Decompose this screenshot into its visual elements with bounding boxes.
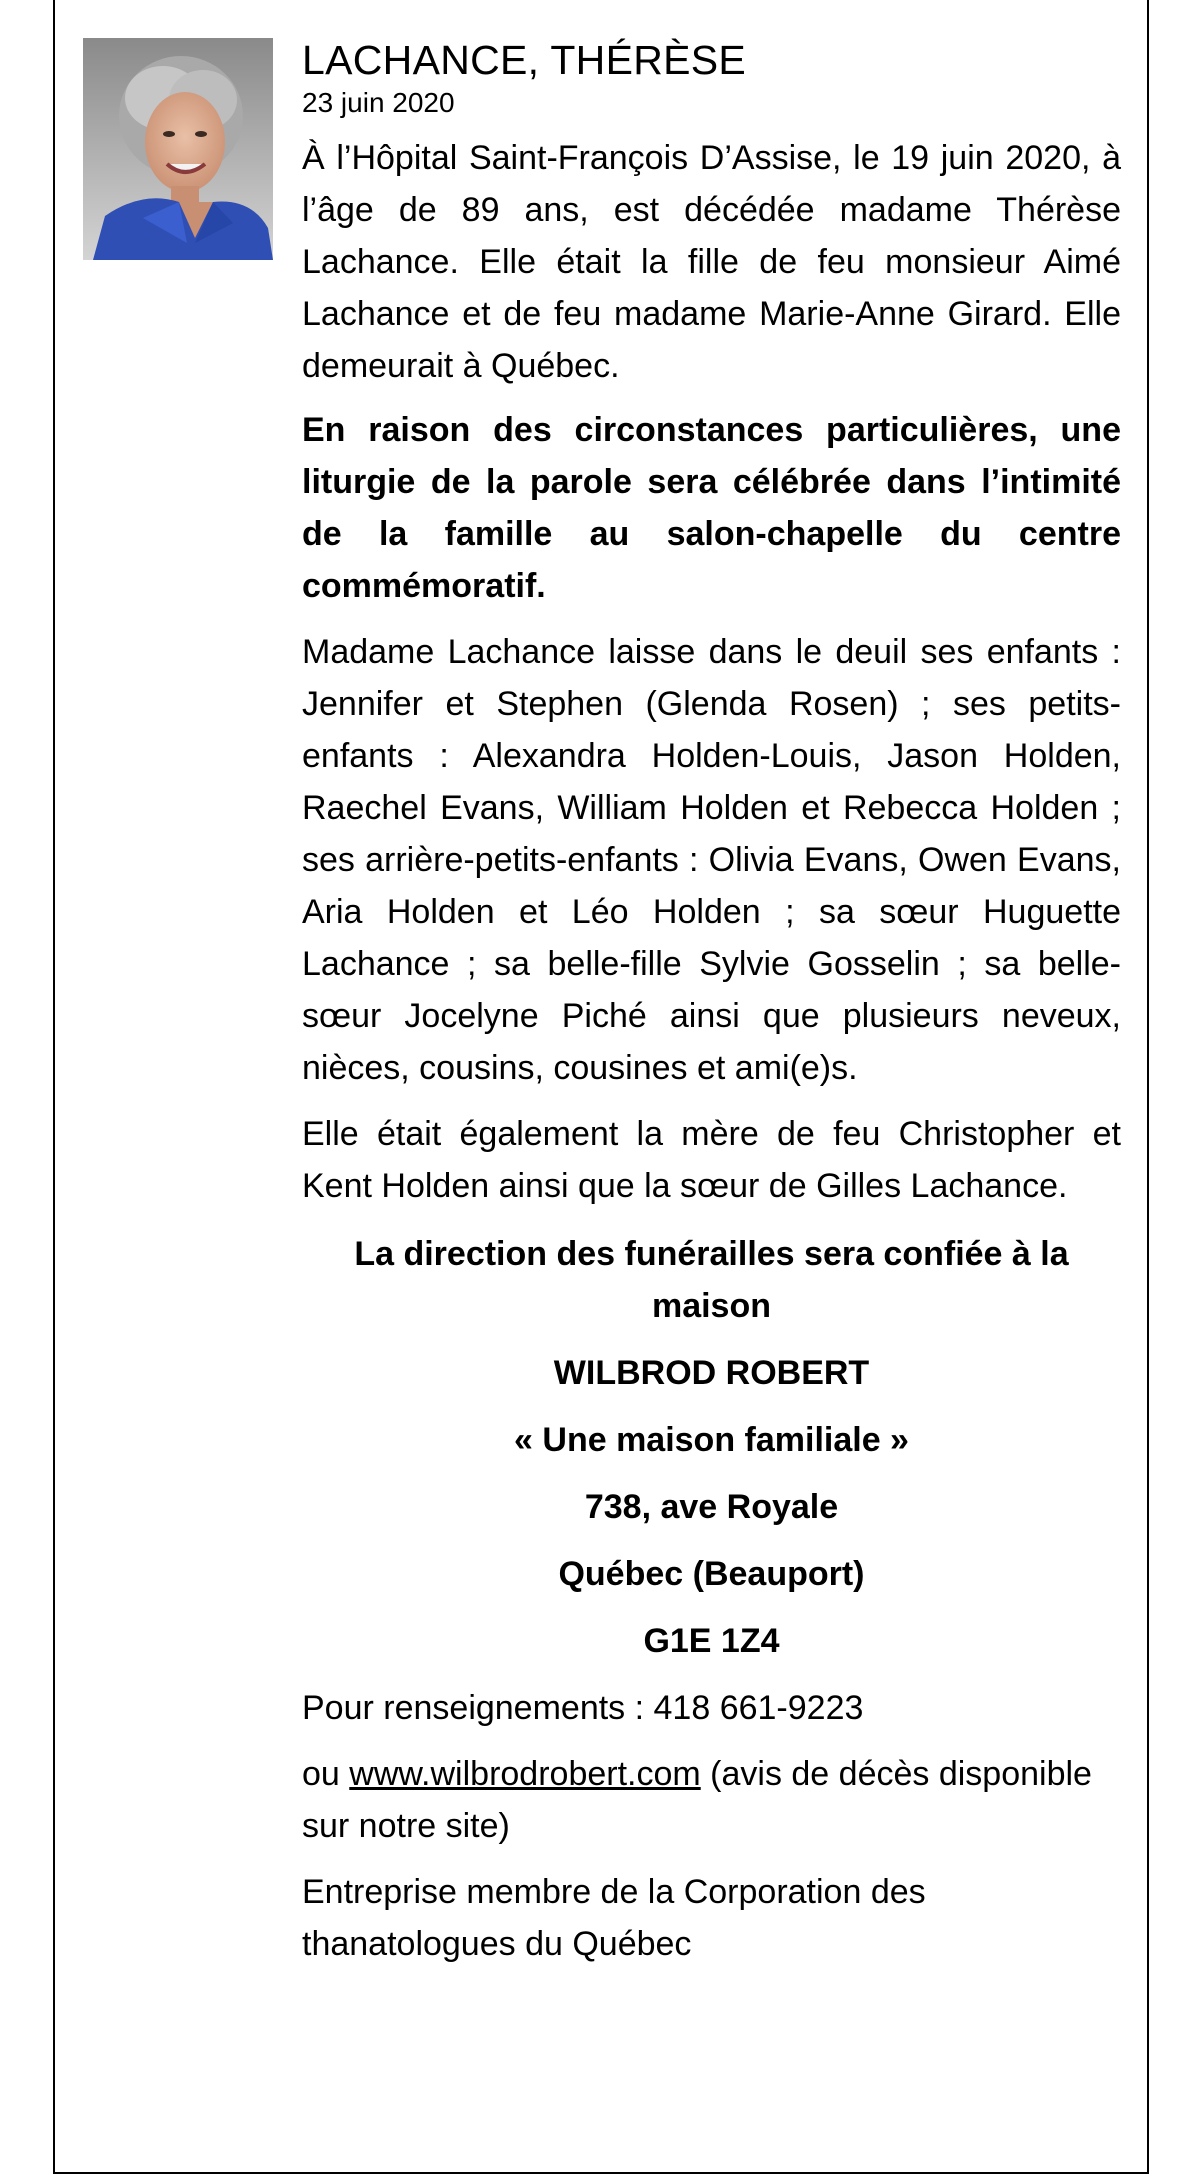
membership-note: Entreprise membre de la Corporation des thanatologues du Québec bbox=[302, 1873, 926, 1963]
survivors-list: Madame Lachance laisse dans le deuil ses enfants : Jennifer et Stephen (Glenda Rosen) ; ses petits-enfants : Alexandra Holden-Louis, Jason Holden, Raechel Evans, William Holden et Rebecca Holden ; ses arrière-petits-enfants : Olivia Evans, Owen Evans, Aria Holden et Léo Holden ; sa sœur Huguette Lachance ; sa belle-fille Sylvie Gosselin ; sa belle-sœur Jocelyne Piché ainsi que plusieurs neveux, nièces, cousins, cousines et ami(e)s. bbox=[302, 633, 1121, 1087]
portrait-photo bbox=[83, 38, 273, 260]
info-website bbox=[302, 1748, 1121, 1852]
funeral-home-postal-code: G1E 1Z4 bbox=[643, 1622, 780, 1660]
info-phone: Pour renseignements : 418 661-9223 bbox=[302, 1689, 864, 1727]
obituary-content bbox=[302, 36, 1121, 1970]
predeceased-family: Elle était également la mère de feu Christopher et Kent Holden ainsi que la sœur de Gilles Lachance. bbox=[302, 1115, 1121, 1205]
info-website-prefix: ou bbox=[302, 1755, 350, 1793]
funeral-intro: La direction des funérailles sera confiée à la maison bbox=[354, 1235, 1069, 1325]
funeral-home-city: Québec (Beauport) bbox=[558, 1555, 865, 1593]
funeral-home-name: WILBROD ROBERT bbox=[553, 1354, 870, 1392]
funeral-home-slogan: « Une maison familiale » bbox=[514, 1421, 909, 1459]
funeral-home-address: 738, ave Royale bbox=[584, 1488, 839, 1526]
website-link[interactable]: www.wilbrodrobert.com bbox=[349, 1755, 701, 1793]
ceremony-notice: En raison des circonstances particulières, une liturgie de la parole sera célébrée dans l’intimité de la famille au salon-chapelle du centre commémoratif. bbox=[302, 411, 1121, 605]
info-website-suffix: (avis de décès disponible sur notre site) bbox=[302, 1755, 1092, 1845]
deceased-name: LACHANCE, THÉRÈSE bbox=[302, 37, 747, 83]
notice-date: 23 juin 2020 bbox=[302, 87, 455, 118]
death-announcement: À l’Hôpital Saint-François D’Assise, le 19 juin 2020, à l’âge de 89 ans, est décédée madame Thérèse Lachance. Elle était la fille de feu monsieur Aimé Lachance et de feu madame Marie-Anne Girard. Elle demeurait à Québec. bbox=[302, 139, 1121, 385]
